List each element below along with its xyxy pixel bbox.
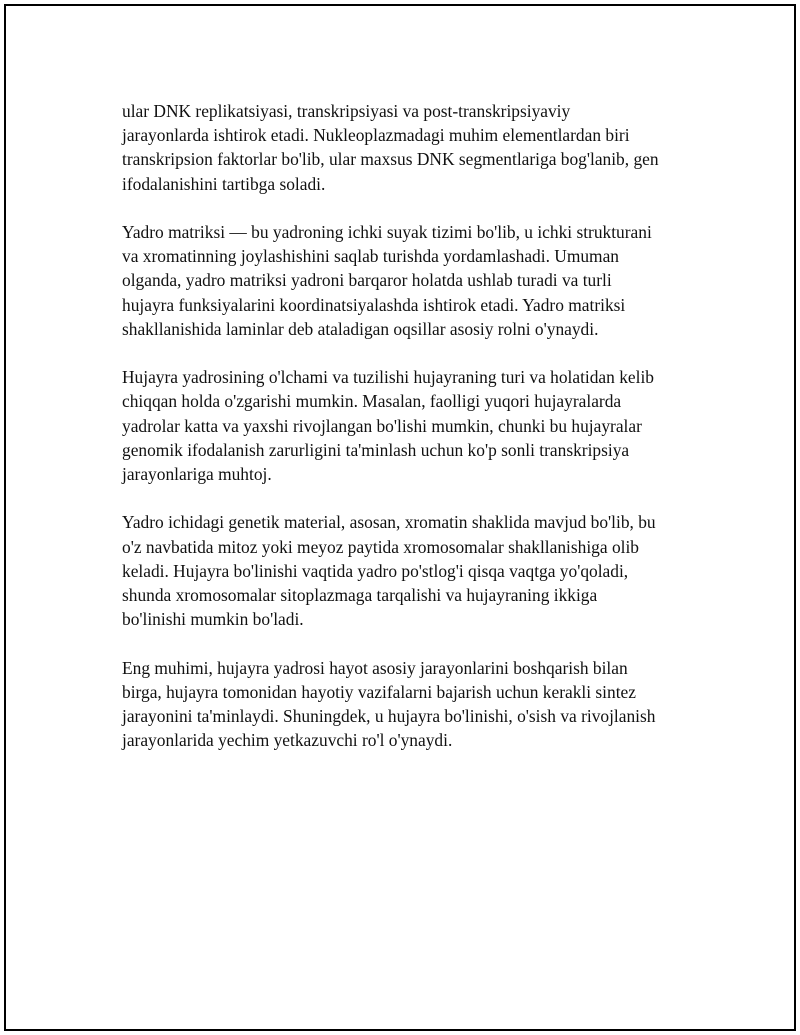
paragraph-3: Hujayra yadrosining o'lchami va tuzilishi hujayraning turi va holatidan kelib chiqqan holda o'zgarishi mumkin. Masalan, faolligi yuqori hujayralarda yadrolar katta va yaxshi rivojlangan bo'lishi mumkin, chunki bu hujayralar genomik ifodalanish zarurligini ta'minlash uchun ko'p sonli transkripsiya jarayonlariga muhtoj. [122,367,654,485]
paragraph-4: Yadro ichidagi genetik material, asosan, xromatin shaklida mavjud bo'lib, bu o'z navbatida mitoz yoki meyoz paytida xromosomalar shakllanishiga olib keladi. Hujayra bo'linishi vaqtida yadro po'stlog'i qisqa vaqtga yo'qoladi, shunda xromosomalar sitoplazmaga tarqalishi va hujayraning ikkiga bo'linishi mumkin bo'ladi. [122,512,656,630]
page-frame [4,4,796,1031]
paragraph-5: Eng muhimi, hujayra yadrosi hayot asosiy jarayonlarini boshqarish bilan birga, hujayra tomonidan hayotiy vazifalarni bajarish uchun kerakli sintez jarayonini ta'minlaydi. Shuningdek, u hujayra bo'linishi, o'sish va rivojlanish jarayonlarida yechim yetkazuvchi ro'l o'ynaydi. [122,657,656,751]
paragraph-2: Yadro matriksi — bu yadroning ichki suyak tizimi bo'lib, u ichki strukturani va xromatinning joylashishini saqlab turishda yordamlashadi. Umuman olganda, yadro matriksi yadroni barqaror holatda ushlab turadi va turli hujayra funksiyalarini koordinatsiyalashda ishtirok etadi. Yadro matriksi shakllanishida laminlar deb ataladigan oqsillar asosiy rolni o'ynaydi. [122,222,652,339]
paragraph-1: ular DNK replikatsiyasi, transkripsiyasi va post-transkripsiyaviy jarayonlarda ishtirok etadi. Nukleoplazmadagi muhim elementlardan biri transkripsion faktorlar bo'lib, ular maxsus DNK segmentlariga bog'lanib, gen ifodalanishini tartibga soladi. [122,101,659,194]
document-body [122,99,702,777]
